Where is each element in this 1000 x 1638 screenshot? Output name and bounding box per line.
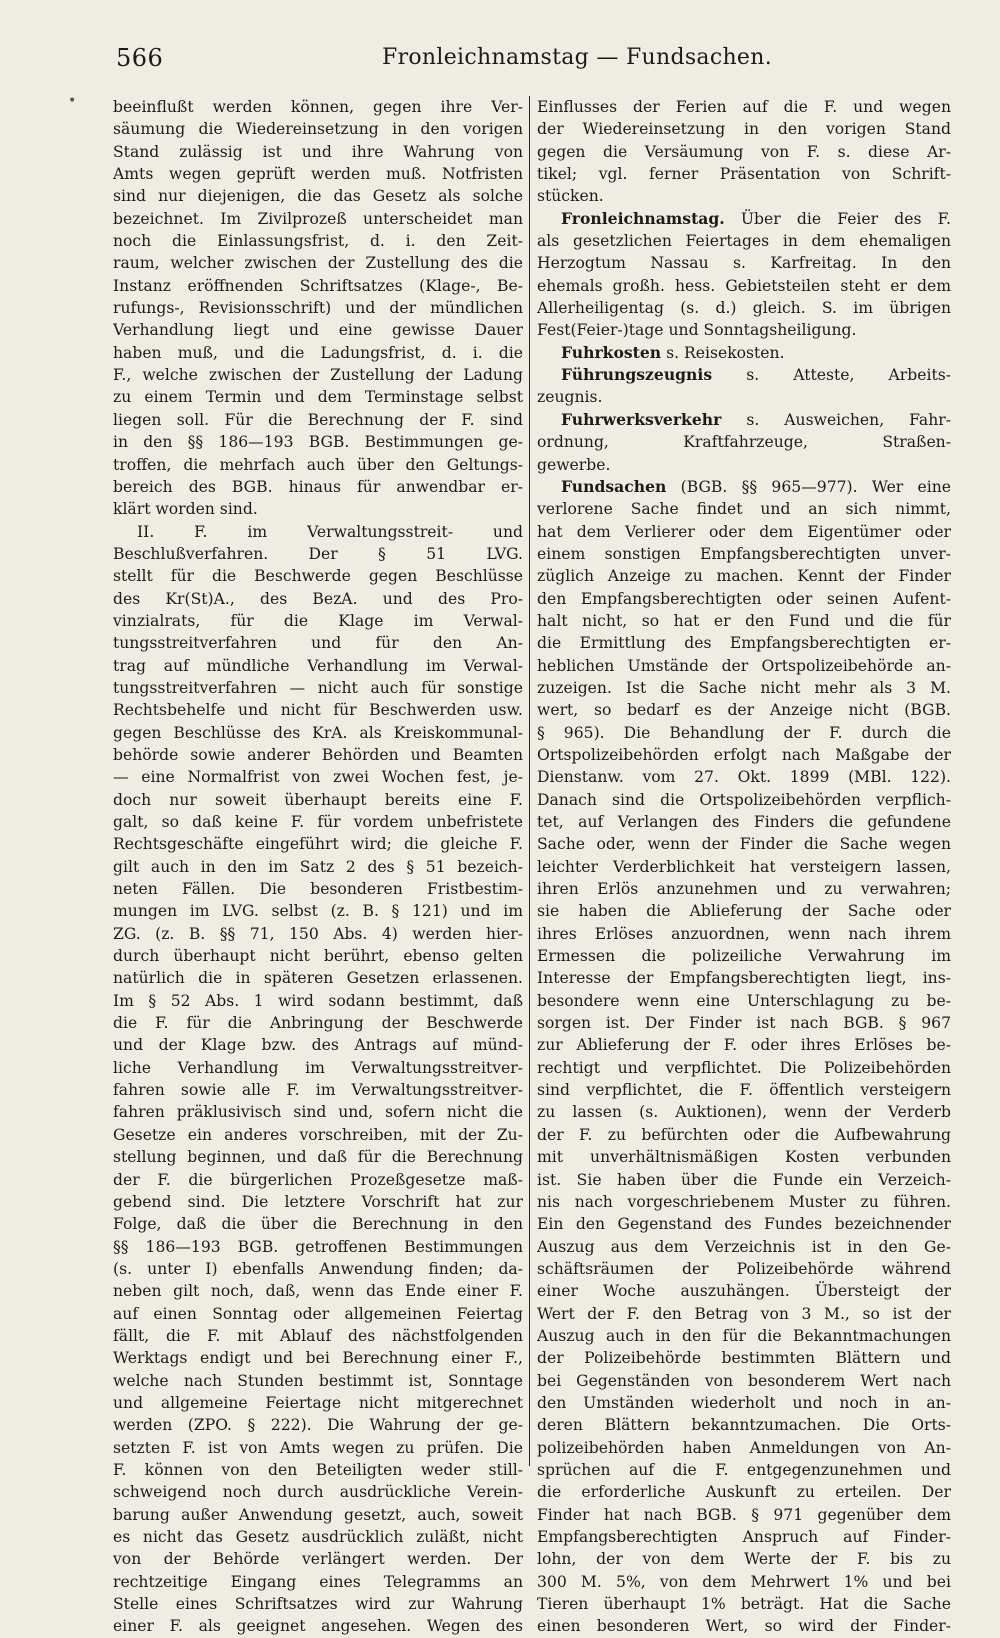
text-line: säumung die Wiedereinsetzung in den vorigen (113, 120, 523, 139)
text-line: Finder hat nach BGB. § 971 gegenüber dem (537, 1505, 951, 1524)
text-line: barung außer Anwendung gesetzt, auch, soweit (113, 1505, 523, 1524)
text-line: Auszug aus dem Verzeichnis ist in den Ge- (537, 1237, 951, 1256)
text-line: ordnung, Kraftfahrzeuge, Straßen- (537, 433, 951, 452)
text-line: einem sonstigen Empfangsberechtigten unver- (537, 544, 951, 563)
text-line: Fest(Feier-)tage und Sonntagsheiligung. (537, 321, 857, 340)
running-head: Fronleichnamstag — Fundsachen. (382, 45, 773, 70)
text-line: — eine Normalfrist von zwei Wochen fest, je- (113, 768, 523, 787)
left-column (113, 96, 523, 1636)
text-line: tikel; vgl. ferner Präsentation von Schrift- (537, 165, 951, 184)
text-line: Fuhrkosten s. Reisekosten. (561, 342, 785, 362)
text-line: Fundsachen (BGB. §§ 965—977). Wer eine (561, 476, 951, 496)
text-line: nis nach vorgeschriebenem Muster zu führen. (537, 1192, 951, 1211)
text-line: noch die Einlassungsfrist, d. i. den Zeit- (113, 232, 523, 251)
text-line: den Umständen wiederholt und noch in an- (537, 1393, 951, 1412)
text-line: gegen Beschlüsse des KrA. als Kreiskommunal- (113, 723, 523, 742)
text-line: heblichen Umstände der Ortspolizeibehörde an- (537, 656, 951, 675)
text-line: und der Klage bzw. des Antrags auf münd- (113, 1036, 523, 1055)
text-line: Ermessen die polizeiliche Verwahrung im (537, 947, 951, 966)
text-line: gegen die Versäumung von F. s. diese Ar- (537, 142, 951, 161)
text-line: troffen, die mehrfach auch über den Geltungs- (113, 455, 523, 474)
text-line: zeugnis. (537, 388, 603, 407)
text-line: beeinflußt werden können, gegen ihre Ver- (113, 98, 523, 116)
text-line: lohn, der von dem Werte der F. bis zu (537, 1550, 951, 1569)
text-line: bei Gegenständen von besonderem Wert nach (537, 1371, 951, 1390)
text-line: 300 M. 5%, von dem Mehrwert 1% und bei (537, 1572, 951, 1591)
text-line: der F. die bürgerlichen Prozeßgesetze maß- (113, 1170, 523, 1189)
text-line: einer F. als geeignet angesehen. Wegen des (113, 1617, 523, 1636)
text-line: Gesetze ein anderes vorschreiben, mit der Zu- (113, 1125, 523, 1144)
text-line: gilt auch in den im Satz 2 des § 51 bezeich- (113, 857, 523, 876)
text-line: halt nicht, so hat er den Fund und die für (537, 611, 951, 630)
text-line: Stelle eines Schriftsatzes wird zur Wahrung (113, 1595, 523, 1614)
text-line: neben gilt noch, daß, wenn das Ende einer F. (113, 1282, 523, 1301)
text-line: Stand zulässig ist und ihre Wahrung von (113, 142, 523, 161)
text-line: Auszug auch in den für die Bekanntmachungen (537, 1326, 951, 1345)
text-line: die F. für die Anbringung der Beschwerde (113, 1014, 523, 1033)
text-line: schweigend noch durch ausdrückliche Verein- (113, 1483, 523, 1502)
text-line: raum, welcher zwischen der Zustellung des die (113, 254, 523, 273)
text-line: ZG. (z. B. §§ 71, 150 Abs. 4) werden hier- (113, 924, 523, 943)
text-line: Führungszeugnis s. Atteste, Arbeits- (561, 365, 951, 385)
text-line: neten Fällen. Die besonderen Fristbestim- (113, 880, 523, 899)
text-line: sorgen ist. Der Finder ist nach BGB. § 967 (537, 1014, 951, 1033)
column-divider (529, 96, 530, 1466)
text-line: F. können von den Beteiligten weder still- (113, 1460, 523, 1479)
text-line: Fronleichnamstag. Über die Feier des F. (561, 208, 951, 228)
text-line: Instanz eröffnenden Schriftsatzes (Klage-, Be- (113, 276, 523, 295)
text-line: tungsstreitverfahren und für den An- (113, 634, 523, 653)
text-line: sind nur diejenigen, die das Gesetz als solche (113, 187, 523, 206)
text-line: Amts wegen geprüft werden muß. Notfristen (113, 165, 523, 184)
text-line: werden (ZPO. § 222). Die Wahrung der ge- (113, 1416, 523, 1435)
text-line: Rechtsbehelfe und nicht für Beschwerden usw. (113, 701, 523, 720)
text-line: liegen soll. Für die Berechnung der F. sind (113, 410, 523, 429)
text-line: in den §§ 186—193 BGB. Bestimmungen ge- (113, 433, 523, 452)
text-line: fällt, die F. mit Ablauf des nächstfolgenden (113, 1326, 523, 1345)
text-line: sind verpflichtet, die F. öffentlich versteigern (537, 1081, 951, 1100)
text-line: polizeibehörden haben Anmeldungen von An- (537, 1438, 951, 1457)
text-line: wert, so bedarf es der Anzeige nicht (BGB. (537, 701, 951, 720)
text-line: stellt für die Beschwerde gegen Beschlüsse (113, 567, 523, 586)
text-line: gewerbe. (537, 455, 611, 474)
text-line: die erforderliche Auskunft zu erteilen. Der (537, 1483, 951, 1502)
text-line: sie haben die Ablieferung der Sache oder (537, 902, 951, 921)
text-line: Im § 52 Abs. 1 wird sodann bestimmt, daß (113, 991, 523, 1010)
text-line: ist. Sie haben über die Funde ein Verzeich- (537, 1170, 951, 1189)
text-line: des Kr(St)A., des BezA. und des Pro- (113, 589, 523, 608)
text-line: Ortspolizeibehörden erfolgt nach Maßgabe der (537, 745, 951, 764)
text-line: fahren präklusivisch sind und, sofern nicht die (113, 1103, 523, 1122)
text-line: Herzogtum Nassau s. Karfreitag. In den (537, 254, 951, 273)
text-line: Einflusses der Ferien auf die F. und wegen (537, 98, 951, 116)
text-line: F., welche zwischen der Zustellung der Ladung (113, 366, 523, 385)
text-line: einer Woche auszuhängen. Übersteigt der (537, 1282, 951, 1301)
text-line: bezeichnet. Im Zivilprozeß unterscheidet man (113, 209, 523, 228)
text-line: Wert der F. den Betrag von 3 M., so ist der (537, 1304, 951, 1323)
right-column (537, 96, 951, 1636)
text-line: Tieren überhaupt 1% beträgt. Hat die Sache (537, 1595, 951, 1614)
text-line: hat dem Verlierer oder dem Eigentümer oder (537, 522, 951, 541)
text-line: welche nach Stunden bestimmt ist, Sonntage (113, 1371, 523, 1390)
text-line: Interesse der Empfangsberechtigten liegt, ins- (537, 969, 951, 988)
text-line: trag auf mündliche Verhandlung im Verwal- (113, 656, 523, 675)
text-line: liche Verhandlung im Verwaltungsstreitver- (113, 1058, 523, 1077)
text-line: Allerheiligentag (s. d.) gleich. S. im übrigen (537, 299, 951, 318)
text-line: leichter Verderblichkeit hat versteigern lassen, (537, 857, 951, 876)
text-line: deren Blättern bekanntzumachen. Die Orts- (537, 1416, 951, 1435)
text-line: klärt worden sind. (113, 500, 258, 519)
text-line: vinzialrats, für die Klage im Verwal- (113, 611, 523, 630)
text-line: ihres Erlöses anzuordnen, wenn nach ihrem (537, 924, 951, 943)
text-line: zur Ablieferung der F. oder ihres Erlöses be- (537, 1036, 951, 1055)
text-line: Empfangsberechtigten Anspruch auf Finder- (537, 1528, 951, 1546)
text-line: tungsstreitverfahren — nicht auch für sonstige (113, 678, 523, 697)
text-line: mit unverhältnismäßigen Kosten verbunden (537, 1148, 951, 1167)
text-line: schäftsräumen der Polizeibehörde während (537, 1259, 951, 1278)
page-number: 566 (116, 44, 164, 72)
text-line: § 965). Die Behandlung der F. durch die (537, 723, 951, 742)
text-line: Rechtsgeschäfte eingeführt wird; die gleiche F. (113, 835, 523, 854)
text-line: der F. zu befürchten oder die Aufbewahrung (537, 1125, 951, 1144)
text-line: ihren Erlös anzunehmen und zu verwahren; (537, 880, 951, 899)
text-line: Sache oder, wenn der Finder die Sache wegen (537, 835, 951, 854)
text-line: tet, auf Verlangen des Finders die gefundene (537, 813, 951, 831)
text-line: Verhandlung liegt und eine gewisse Dauer (113, 321, 523, 340)
text-line: doch nur soweit überhaupt bereits eine F. (113, 790, 523, 809)
text-line: zu einem Termin und dem Terminstage selbst (113, 388, 523, 407)
text-line: rechtzeitige Eingang eines Telegramms an (113, 1572, 523, 1591)
text-line: durch überhaupt nicht berührt, ebenso gelten (113, 947, 523, 966)
text-line: natürlich die in späteren Gesetzen erlassenen. (113, 969, 523, 988)
text-line: galt, so daß keine F. für vordem unbefristete (113, 813, 523, 831)
text-line: zuzeigen. Ist die Sache nicht mehr als 3 M. (537, 678, 951, 697)
text-line: II. F. im Verwaltungsstreit- und (137, 522, 523, 541)
text-line: von der Behörde verlängert werden. Der (113, 1550, 523, 1569)
text-line: Fuhrwerksverkehr s. Ausweichen, Fahr- (561, 409, 951, 429)
text-line: sprüchen auf die F. entgegenzunehmen und (537, 1460, 951, 1479)
text-line: bereich des BGB. hinaus für anwendbar er- (113, 477, 523, 496)
text-line: Werktags endigt und bei Berechnung einer F., (113, 1349, 523, 1368)
text-line: haben muß, und die Ladungsfrist, d. i. die (113, 343, 523, 362)
text-line: mungen im LVG. selbst (z. B. § 121) und im (113, 902, 523, 921)
text-line: gebend sind. Die letztere Vorschrift hat zur (113, 1192, 523, 1211)
text-line: rufungs-, Revisionsschrift) und der mündlichen (113, 299, 523, 318)
text-line: stücken. (537, 187, 604, 206)
text-line: Dienstanw. vom 27. Okt. 1899 (MBl. 122). (537, 768, 951, 787)
text-line: einen besonderen Wert, so wird der Finder- (537, 1617, 951, 1636)
text-line: der Polizeibehörde bestimmten Blättern und (537, 1349, 951, 1368)
text-line: als gesetzlichen Feiertages in dem ehemaligen (537, 232, 951, 251)
text-line: Beschlußverfahren. Der § 51 LVG. (113, 544, 523, 563)
text-line: rechtigt und verpflichtet. Die Polizeibehörden (537, 1058, 951, 1077)
text-line: der Wiedereinsetzung in den vorigen Stand (537, 120, 951, 139)
text-line: verlorene Sache findet und an sich nimmt, (537, 500, 951, 519)
text-line: und allgemeine Feiertage nicht mitgerechnet (113, 1393, 523, 1412)
text-line: zu lassen (s. Auktionen), wenn der Verderb (537, 1103, 951, 1122)
text-line: züglich Anzeige zu machen. Kennt der Finder (537, 567, 951, 586)
text-line: ehemals großh. hess. Gebietsteilen steht er dem (537, 276, 951, 295)
text-line: (s. unter I) ebenfalls Anwendung finden; da- (113, 1259, 523, 1278)
text-line: besondere wenn eine Unterschlagung zu be- (537, 991, 951, 1010)
text-line: setzten F. ist von Amts wegen zu prüfen. Die (113, 1438, 523, 1457)
text-line: stellung beginnen, und daß für die Berechnung (113, 1148, 523, 1167)
text-line: den Empfangsberechtigten oder seinen Aufent- (537, 589, 951, 608)
page-header (112, 44, 992, 78)
text-line: fahren sowie alle F. im Verwaltungsstreitver- (113, 1081, 523, 1100)
text-line: es nicht das Gesetz ausdrücklich zuläßt, nicht (113, 1528, 523, 1546)
text-line: auf einen Sonntag oder allgemeinen Feiertag (113, 1304, 523, 1323)
text-line: Danach sind die Ortspolizeibehörden verpflich- (537, 790, 951, 809)
text-line: behörde sowie anderer Behörden und Beamten (113, 745, 523, 764)
text-line: §§ 186—193 BGB. getroffenen Bestimmungen (113, 1237, 523, 1256)
text-line: Ein den Gegenstand des Fundes bezeichnender (537, 1215, 951, 1234)
text-line: Folge, daß die über die Berechnung in den (113, 1215, 523, 1234)
text-line: die Ermittlung des Empfangsberechtigten er- (537, 634, 951, 653)
margin-dot: • (68, 93, 77, 109)
